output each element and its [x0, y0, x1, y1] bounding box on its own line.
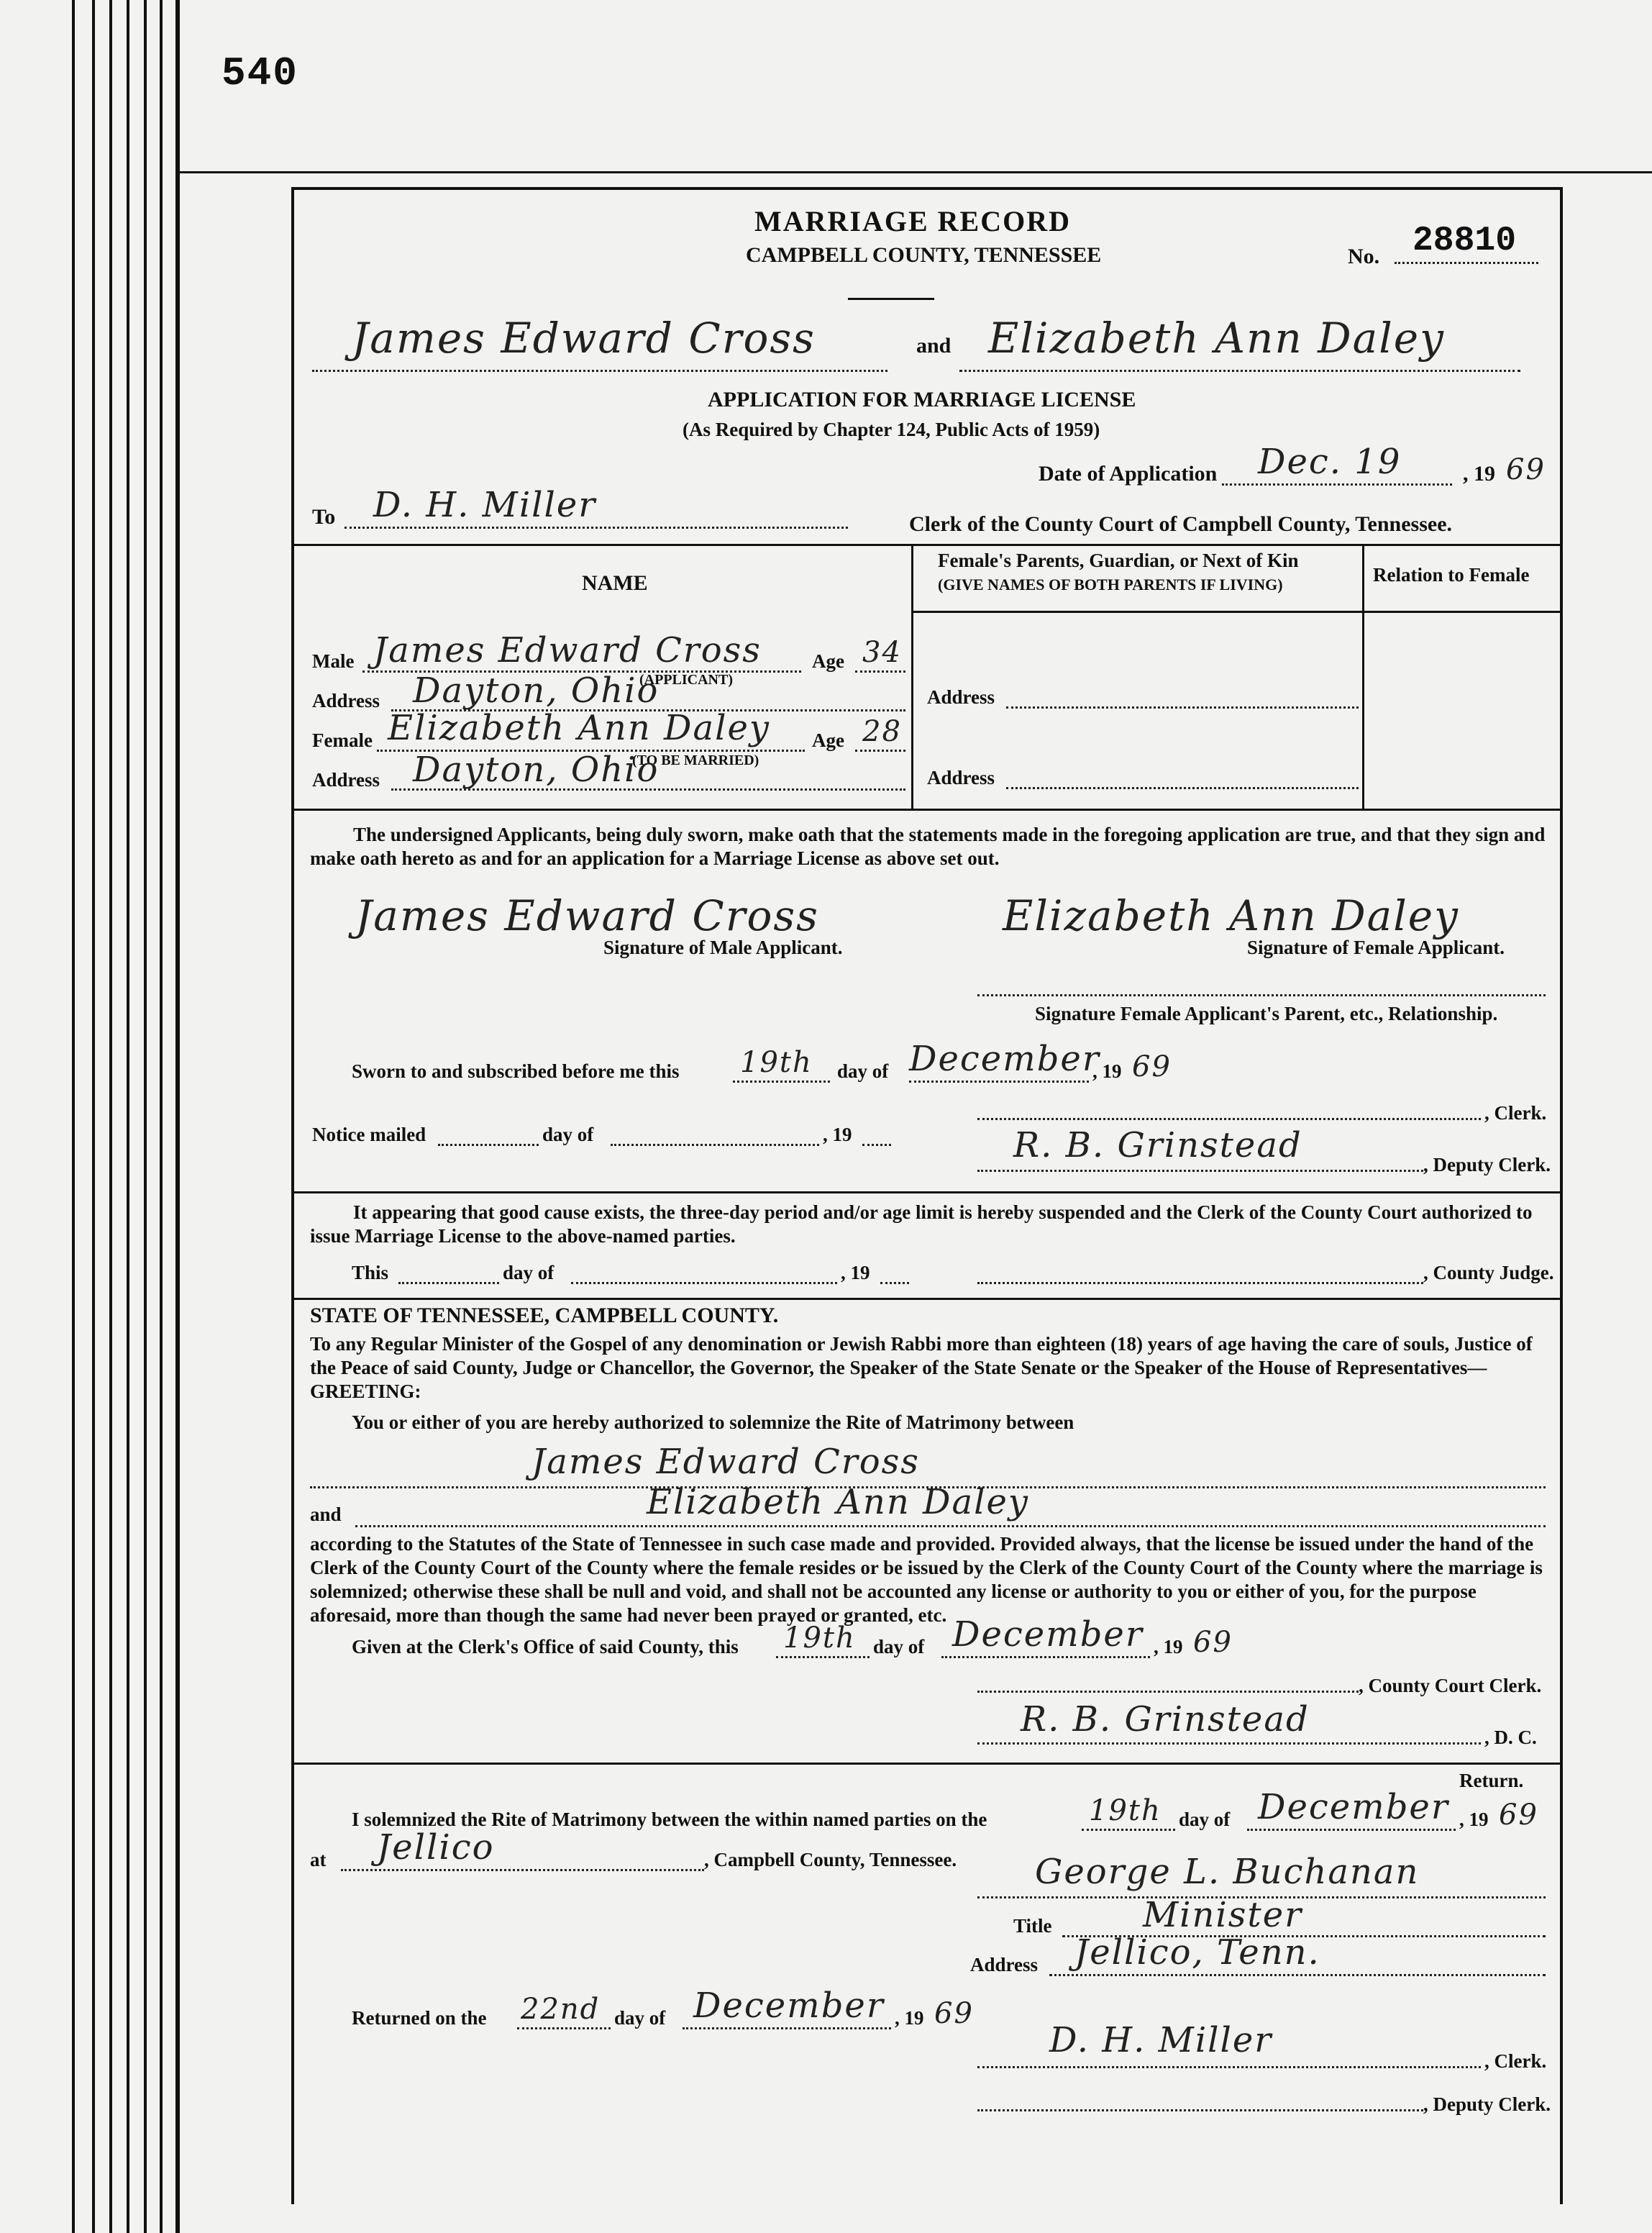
application-year: 69: [1506, 453, 1546, 486]
section-divider-1: [294, 1191, 1560, 1193]
header-divider: [848, 298, 934, 300]
sworn-clerk-label: , Clerk.: [1484, 1102, 1547, 1124]
book-page-edges: [0, 0, 216, 2233]
female-signature-label: Signature of Female Applicant.: [1247, 937, 1505, 958]
suspension-day-line: [398, 1282, 499, 1284]
deputy-clerk-label: , Deputy Clerk.: [1423, 1154, 1551, 1175]
parent-address-label-1: Address: [927, 686, 995, 708]
to-line: [344, 527, 848, 529]
return-clerk-line: [977, 2066, 1481, 2068]
parent-address-label-2: Address: [927, 767, 995, 788]
notice-month-line: [611, 1144, 819, 1146]
returned-year: 69: [934, 1997, 974, 2030]
return-deputy-line: [977, 2109, 1423, 2111]
female-age-label: Age: [812, 729, 844, 751]
sworn-month: December: [909, 1039, 1100, 1079]
to-clerk-name: D. H. Miller: [373, 485, 597, 525]
officiant-address-line: [1049, 1974, 1546, 1976]
authorized-text: You or either of you are hereby authorized to solemnize the Rite of Matrimony between: [352, 1411, 1074, 1433]
application-date: Dec. 19: [1258, 442, 1402, 482]
table-bottom-border: [294, 809, 1560, 811]
officiant-address-label: Address: [970, 1954, 1039, 1975]
suspension-this-label: This: [352, 1262, 389, 1283]
male-name: James Edward Cross: [373, 630, 762, 670]
marriage-record-form: [291, 187, 1563, 2204]
application-subtitle: (As Required by Chapter 124, Public Acts of 1959): [683, 419, 1100, 440]
title-label: Title: [1013, 1915, 1052, 1937]
return-clerk-label: , Clerk.: [1484, 2050, 1547, 2072]
solemnized-label: I solemnized the Rite of Matrimony between the within named parties on the: [352, 1809, 987, 1830]
name-header: NAME: [582, 571, 648, 595]
to-be-married-label: (TO BE MARRIED): [632, 752, 759, 768]
date-of-application-label: Date of Application: [1039, 462, 1218, 486]
given-day: 19th: [783, 1622, 856, 1655]
officiant-title: Minister: [1143, 1895, 1303, 1935]
sworn-clerk-line: [977, 1118, 1481, 1120]
to-label: To: [312, 505, 336, 529]
female-label: Female: [312, 729, 373, 751]
male-age-line: [855, 670, 905, 673]
county-tennessee-label: , Campbell County, Tennessee.: [704, 1849, 957, 1870]
sworn-label: Sworn to and subscribed before me this: [352, 1060, 680, 1082]
notice-mailed-label: Notice mailed: [312, 1124, 426, 1145]
male-age: 34: [862, 636, 902, 669]
license-and-label: and: [310, 1504, 342, 1525]
bride-line: [959, 370, 1520, 372]
date-line: [1222, 483, 1452, 486]
applicant-label: (APPLICANT): [639, 672, 733, 688]
returned-month: December: [693, 1986, 885, 2026]
returned-on-label: Returned on the: [352, 2007, 487, 2029]
page-top-rule: [176, 171, 1652, 173]
return-month: December: [1258, 1787, 1449, 1827]
table-header-bottom-right: [913, 611, 1560, 613]
return-deputy-label: , Deputy Clerk.: [1423, 2093, 1551, 2115]
returned-day: 22nd: [521, 1993, 601, 2026]
dc-signature: R. B. Grinstead: [1021, 1699, 1310, 1739]
statutes-text: according to the Statutes of the State of Tennessee in such case made and provided. Provided always, that the license be issued under the hand of the Clerk of the County Court of the County where the female resides or be issued by the Clerk of the County Court of the County where the marriage is solemnized; otherwise these shall be null and void, and shall not be accounted any license or authority to you or either of you, for the purpose aforesaid, more than though the same had never been prayed or granted, etc.: [310, 1533, 1543, 1626]
female-name: Elizabeth Ann Daley: [388, 708, 770, 748]
county-judge-label: , County Judge.: [1423, 1262, 1554, 1283]
return-heading: Return.: [1459, 1770, 1524, 1791]
parent-address-line-2: [1006, 787, 1359, 789]
notice-day-of: day of: [542, 1124, 594, 1145]
parents-header: Female's Parents, Guardian, or Next of Kin: [938, 550, 1299, 571]
application-title: APPLICATION FOR MARRIAGE LICENSE: [708, 388, 1136, 411]
female-age: 28: [862, 715, 902, 748]
groom-line: [312, 370, 887, 372]
return-clerk-signature: D. H. Miller: [1049, 2020, 1273, 2060]
returned-year-prefix: , 19: [895, 2007, 924, 2029]
record-no-line: [1395, 262, 1538, 264]
state-heading: STATE OF TENNESSEE, CAMPBELL COUNTY.: [310, 1304, 779, 1327]
page-number: 540: [222, 50, 298, 96]
returned-month-line: [683, 2027, 891, 2029]
return-year: 69: [1499, 1798, 1538, 1832]
relation-header: Relation to Female: [1373, 564, 1530, 586]
given-year-prefix: , 19: [1154, 1636, 1183, 1657]
female-signature: Elizabeth Ann Daley: [1003, 891, 1459, 940]
table-top-border: [294, 544, 1560, 546]
table-col-divider-2: [1362, 544, 1364, 809]
female-address: Dayton, Ohio: [413, 750, 660, 790]
male-age-label: Age: [812, 650, 844, 672]
sworn-day-of: day of: [837, 1060, 889, 1082]
county-court-clerk-line: [977, 1691, 1359, 1693]
officiant-address: Jellico, Tenn.: [1074, 1932, 1320, 1973]
suspension-text: It appearing that good cause exists, the three-day period and/or age limit is hereby suspended and the Clerk of the County Court authorized to issue Marriage License to the above-named parties.: [310, 1201, 1533, 1247]
county-court-clerk-label: , County Court Clerk.: [1359, 1675, 1542, 1696]
parent-address-line-1: [1006, 706, 1359, 709]
returned-day-of: day of: [614, 2007, 666, 2029]
return-place: Jellico: [377, 1827, 495, 1868]
record-no-label: No.: [1348, 245, 1380, 268]
license-groom: James Edward Cross: [531, 1442, 920, 1482]
return-month-line: [1247, 1829, 1456, 1831]
officiant-signature: George L. Buchanan: [1035, 1852, 1420, 1892]
return-year-prefix: , 19: [1459, 1809, 1489, 1830]
return-day: 19th: [1089, 1794, 1162, 1827]
form-title: MARRIAGE RECORD: [754, 205, 1071, 237]
parent-signature-label: Signature Female Applicant's Parent, etc., Relationship.: [1035, 1003, 1498, 1024]
county-state: CAMPBELL COUNTY, TENNESSEE: [746, 243, 1102, 267]
return-day-of: day of: [1179, 1809, 1231, 1830]
female-age-line: [855, 750, 905, 752]
parents-subheader: (GIVE NAMES OF BOTH PARENTS IF LIVING): [938, 576, 1283, 594]
deputy-clerk-line: [977, 1170, 1423, 1172]
notice-day-line: [438, 1144, 539, 1146]
suspension-day-of: day of: [503, 1262, 555, 1283]
table-col-divider-1: [911, 544, 913, 809]
sworn-day: 19th: [740, 1046, 813, 1079]
section-divider-2: [294, 1298, 1560, 1300]
given-day-of: day of: [873, 1636, 925, 1657]
sworn-year: 69: [1132, 1050, 1172, 1083]
license-bride: Elizabeth Ann Daley: [647, 1482, 1029, 1522]
given-label: Given at the Clerk's Office of said County, this: [352, 1636, 739, 1657]
male-signature-label: Signature of Male Applicant.: [603, 937, 843, 958]
returned-day-line: [517, 2027, 611, 2029]
dc-line: [977, 1742, 1481, 1745]
notice-year-line: [862, 1144, 891, 1146]
male-address-label: Address: [312, 690, 380, 711]
suspension-year-prefix: , 19: [841, 1262, 870, 1283]
oath-text: The undersigned Applicants, being duly sworn, make oath that the statements made in the foregoing application are true, and that they sign and make oath hereto as and for an application for a Marriage License as above set out.: [310, 824, 1546, 869]
deputy-clerk-signature: R. B. Grinstead: [1013, 1125, 1302, 1165]
at-label: at: [310, 1849, 327, 1870]
notice-year-prefix: , 19: [823, 1124, 852, 1145]
parties-and-label: and: [916, 334, 952, 358]
given-month-line: [941, 1656, 1150, 1658]
given-year: 69: [1193, 1626, 1233, 1659]
male-address: Dayton, Ohio: [413, 670, 660, 711]
dc-label: , D. C.: [1484, 1727, 1537, 1748]
groom-name-header: James Edward Cross: [352, 314, 816, 363]
place-line: [341, 1869, 704, 1871]
license-bride-line: [355, 1525, 1546, 1527]
female-address-label: Address: [312, 769, 380, 791]
sworn-month-line: [909, 1081, 1089, 1083]
record-number: 28810: [1413, 222, 1517, 260]
parent-signature-line: [977, 994, 1546, 996]
male-label: Male: [312, 650, 355, 672]
suspension-month-line: [571, 1282, 837, 1284]
application-year-prefix: , 19: [1463, 462, 1495, 486]
return-day-line: [1082, 1829, 1175, 1831]
given-month: December: [952, 1614, 1144, 1655]
suspension-year-line: [880, 1282, 909, 1284]
male-signature: James Edward Cross: [355, 891, 819, 940]
license-greeting: To any Regular Minister of the Gospel of any denomination or Jewish Rabbi more than eighteen (18) years of age having the care of souls, Justice of the Peace of said County, Judge or Chancellor, the Governor, the Speaker of the State Senate or the Speaker of the House of Representatives—GREETING:: [310, 1333, 1533, 1402]
bride-name-header: Elizabeth Ann Daley: [988, 314, 1445, 363]
section-divider-3: [294, 1763, 1560, 1765]
county-judge-line: [977, 1282, 1423, 1284]
sworn-day-line: [733, 1081, 830, 1083]
sworn-year-prefix: , 19: [1092, 1060, 1122, 1082]
clerk-of-court-label: Clerk of the County Court of Campbell County, Tennessee.: [909, 512, 1453, 536]
given-day-line: [776, 1656, 870, 1658]
